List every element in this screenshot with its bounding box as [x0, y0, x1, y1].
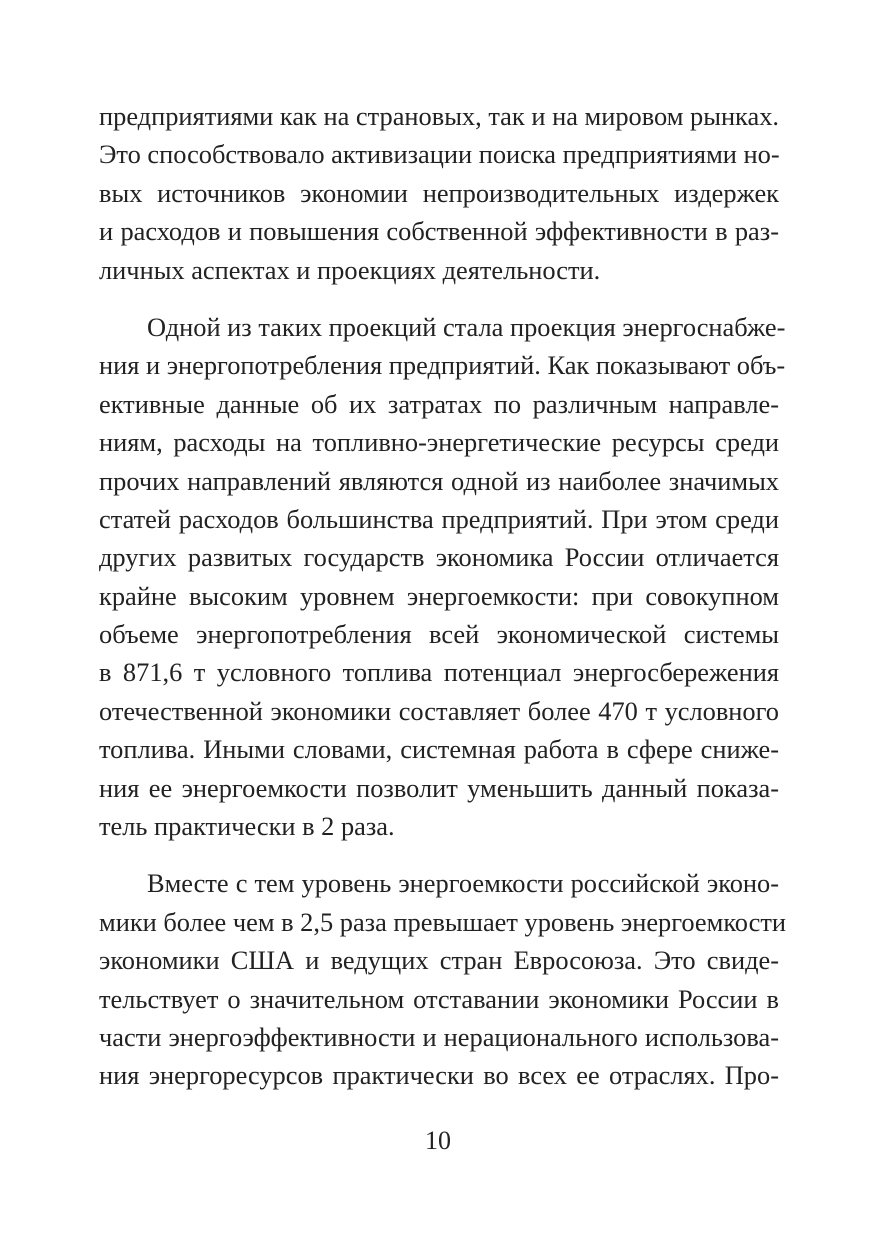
- text-line: Вместе с тем уровень энергоемкости российской эконо-: [147, 868, 779, 899]
- text-line: экономики США и ведущих стран Евросоюза. Это свиде-: [99, 945, 779, 976]
- text-line: отечественной экономики составляет более 470 т условного: [99, 695, 779, 726]
- paragraph-1: [99, 97, 779, 289]
- text-line: Это способствовало активизации поиска предприятиями но-: [99, 139, 780, 170]
- text-line: мики более чем в 2,5 раза превышает уровень энергоемкости: [99, 906, 787, 937]
- text-line: в 871,6 т условного топлива потенциал энергосбережения: [99, 657, 779, 688]
- text-line: части энергоэффективности и нерационального использова-: [99, 1021, 779, 1052]
- text-line: статей расходов большинства предприятий. При этом среди: [99, 503, 779, 534]
- text-line: ниям, расходы на топливно-энергетические ресурсы среди: [99, 427, 779, 458]
- text-line: ективные данные об их затратах по различным направле-: [99, 388, 779, 419]
- paragraph-spacer: [99, 845, 779, 864]
- text-line: топлива. Иными словами, системная работа в сфере сниже-: [99, 734, 779, 765]
- text-line: Одной из таких проекций стала проекция энергоснабже-: [147, 311, 786, 342]
- paragraph-2: [99, 308, 786, 845]
- text-line: тель практически в 2 раза.: [99, 811, 395, 842]
- text-line: ния ее энергоемкости позволит уменьшить данный показа-: [99, 772, 779, 803]
- text-line: предприятиями как на страновых, так и на мировом рынках.: [99, 101, 779, 131]
- paragraph-spacer: [99, 289, 779, 308]
- text-line: и расходов и повышения собственной эффективности в раз-: [99, 216, 779, 247]
- text-line: прочих направлений являются одной из наиболее значимых: [99, 465, 779, 496]
- text-line: ния и энергопотребления предприятий. Как показывают объ-: [99, 350, 786, 381]
- page-number: 10: [425, 1126, 451, 1155]
- text-line: ния энергоресурсов практически во всех ее отраслях. Про-: [99, 1060, 779, 1091]
- text-line: тельствует о значительном отставании экономики России в: [99, 983, 779, 1014]
- text-line: личных аспектах и проекциях деятельности.: [99, 254, 601, 285]
- text-line: вых источников экономии непроизводительных издержек: [99, 177, 779, 208]
- text-line: других развитых государств экономика России отличается: [99, 542, 779, 573]
- paragraph-3: [99, 864, 787, 1094]
- body-text: [99, 97, 787, 1095]
- text-line: объеме энергопотребления всей экономической системы: [99, 619, 779, 650]
- text-line: крайне высоким уровнем энергоемкости: при совокупном: [99, 580, 779, 611]
